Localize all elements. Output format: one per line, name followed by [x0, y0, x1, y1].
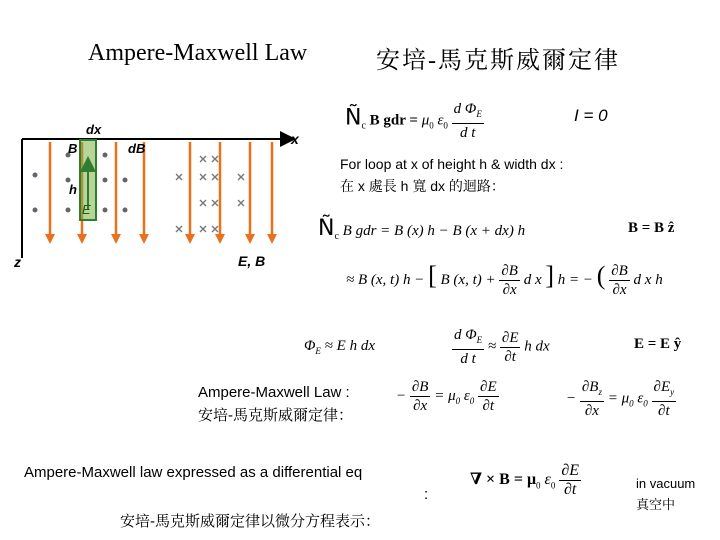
loop-figure	[10, 120, 299, 280]
EB-label: E, B	[238, 253, 266, 269]
x-axis-label: x	[291, 131, 299, 147]
E-vector-def: E = E ŷ	[634, 336, 682, 352]
dphi-dt-fraction: $\frac{d \Phi_E}{\text{d t}}$	[453, 101, 482, 141]
z-axis-label: z	[14, 254, 21, 270]
cross-marks	[176, 156, 244, 232]
curl-equation: ∇ × $B = \mu_0$ $\varepsilon_0$ $\frac{\partial E}{\partial t}$	[470, 462, 580, 498]
equation-expansion: ≈ B (x, t) h − [ B (x, t) + $\frac{\partial B}{\partial x}$ d x ] h = − ( $\frac{\partial B}{\partial x}$ d x h	[346, 260, 663, 298]
ampere-local-zh: 安培-馬克斯威爾定律：	[198, 407, 353, 424]
differential-colon: :	[424, 486, 429, 503]
E-label: E	[82, 202, 91, 217]
differential-en: Ampere-Maxwell law expressed as a differential eq	[24, 464, 363, 481]
loop-description-en: For loop at x of height h & width dx :	[340, 156, 564, 172]
dx-label: dx	[86, 122, 102, 137]
B-vector-def: B = B ẑ	[628, 220, 675, 236]
vacuum-zh: 真空中	[636, 497, 676, 512]
ampere-local-eq2: − $\frac{\partial B_z}{\partial x}$ = $\mu_0$ $\varepsilon_0$ $\frac{\partial E_y}{\partial t}$	[566, 379, 675, 419]
title-english: Ampere-Maxwell Law	[88, 40, 308, 66]
closed-integral-icon-2: Ñ	[318, 216, 335, 241]
h-label: h	[69, 182, 77, 197]
equation-line-integral: $Ñ_c$ B gdr = B (x) h − B (x + dx) h	[318, 216, 526, 242]
ampere-local-eq1: − $\frac{\partial B}{\partial x}$ = $\mu_0$ $\varepsilon_0$ $\frac{\partial E}{\partial t}$	[396, 379, 497, 414]
differential-zh: 安培-馬克斯威爾定律以微分方程表示：	[120, 513, 380, 530]
vacuum-en: in vacuum	[636, 476, 696, 491]
B-label: B	[68, 141, 78, 156]
title-chinese: 安培-馬克斯威爾定律	[376, 48, 620, 74]
flux-equation: $\Phi_E \approx E$ h dx	[304, 338, 375, 356]
flux-derivative-equation: $\frac{d \Phi_E}{\text{d t}}$ ≈ $\frac{\partial E}{\partial t}$ h dx	[454, 327, 550, 367]
loop-description-zh: 在 x 處長 h 寬 dx 的迴路：	[340, 178, 505, 194]
field-arrowheads	[45, 234, 277, 244]
top-equation: $Ñ_c$ B gdr = $\mu_0$ $\varepsilon_0$ $\frac{d \Phi_E}{\text{d t}}$	[345, 101, 482, 141]
closed-integral-icon: Ñ	[345, 105, 362, 131]
ampere-local-en: Ampere-Maxwell Law :	[198, 384, 350, 401]
current-zero: I = 0	[574, 106, 608, 125]
dB-label: dB	[128, 141, 146, 156]
